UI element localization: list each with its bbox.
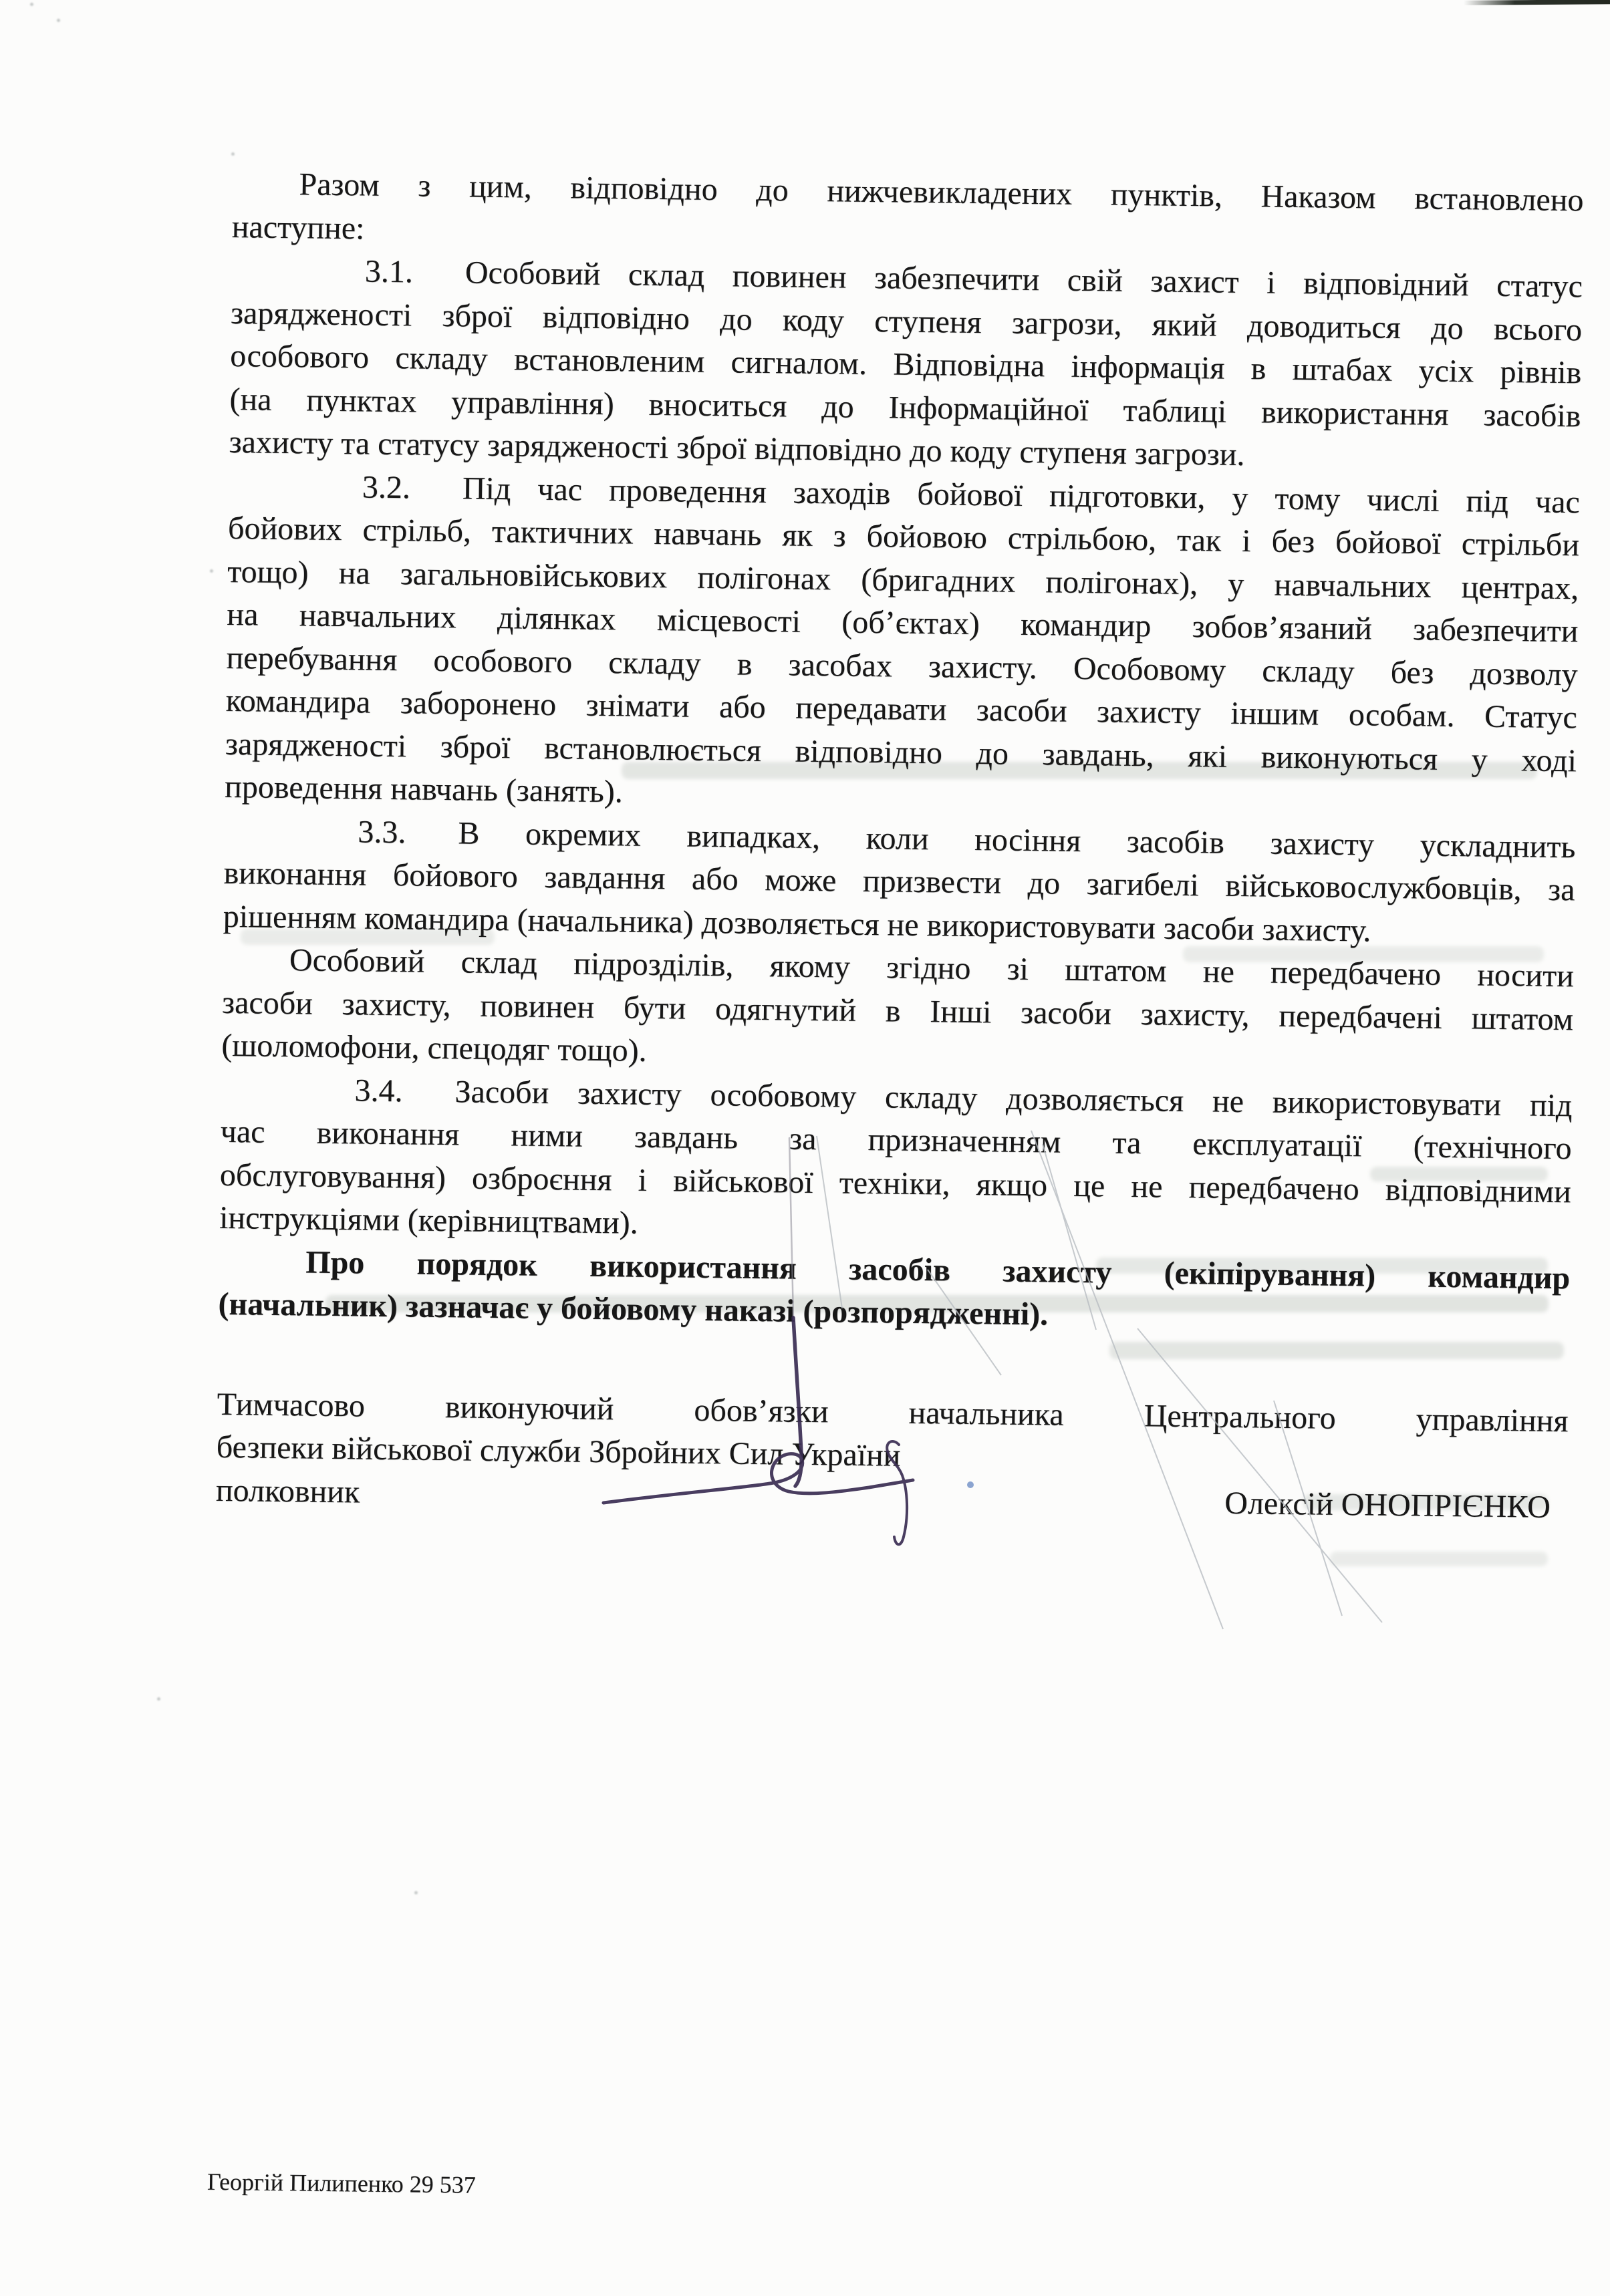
paragraph [231, 162, 1583, 265]
paragraph-number: 3.1. [364, 253, 414, 290]
signoff-name: Олексій ОНОПРІЄНКО [1224, 1485, 1551, 1525]
scan-speck [414, 1891, 418, 1894]
paragraph-line-text: командира заборонено знімати або передавати засоби захисту іншим особам. Статус [225, 682, 1578, 736]
paragraph-line-text: час виконання ними завдань за призначенням та експлуатації (технічного [220, 1113, 1572, 1167]
paragraph [219, 1067, 1573, 1256]
paragraph-line-text: особового складу встановленим сигналом. Відповідна інформація в штабах усіх рівнів [230, 337, 1582, 391]
signoff-rank: полковник [215, 1472, 360, 1510]
paragraph-line-text: Особовий склад повинен забезпечити свій захист і відповідний статус [464, 255, 1583, 305]
paragraph-line-text: В окремих випадках, коли носіння засобів захисту ускладнить [458, 815, 1576, 865]
bleedthrough-smudge [1330, 1552, 1548, 1566]
paragraph-line-text: перебування особового складу в засобах захисту. Особовому складу без дозволу [226, 639, 1578, 692]
paragraph [221, 938, 1574, 1085]
paragraph-line-text: Про порядок використання засобів захисту (екіпірування) командир [305, 1244, 1571, 1296]
paragraph-line-text: наступне: [231, 208, 365, 246]
paragraph [218, 1240, 1570, 1342]
scan-speck [57, 19, 60, 22]
paragraph-line-text: виконання бойового завдання або може призвести до загибелі військовослужбовців, за [223, 855, 1575, 908]
scan-speck [157, 1697, 160, 1701]
paragraph-line-text: тощо) на загальновійськових полігонах (бригадних полігонах), у навчальних центрах, [227, 553, 1579, 606]
paragraph-line-text: Під час проведення заходів бойової підготовки, у тому числі під час [462, 470, 1581, 520]
scan-speck [210, 569, 213, 573]
paragraph-line-text: засоби захисту, повинен бути одягнутий в Інші засоби захисту, передбачені штатом [221, 984, 1574, 1037]
paragraph-line-text: бойових стрільб, тактичних навчань як з бойовою стрільбою, так і без бойової стрільби [227, 510, 1580, 563]
paragraph-line-text: зарядженості зброї відповідно до коду ступеня загрози, який доводиться до всього [230, 295, 1583, 347]
paragraph-line-text: зарядженості зброї встановлюється відповідно до завдань, які виконуються у ході [225, 726, 1577, 778]
scan-speck [30, 3, 33, 6]
paragraph-line-text: проведення навчань (занять). [224, 768, 624, 810]
paragraph-number: 3.4. [354, 1072, 403, 1109]
signoff-title-line2: безпеки військової служби Збройних Сил України [216, 1429, 901, 1473]
paragraph [225, 464, 1580, 825]
paragraph [223, 809, 1575, 955]
signoff-block [216, 1383, 1569, 1529]
executor-footer: Георгій Пилипенко 29 537 [207, 2168, 476, 2198]
paragraph [229, 249, 1583, 481]
paragraph-line-text: Особовий склад підрозділів, якому згідно зі штатом не передбачено носити [289, 942, 1575, 994]
paragraph-line-text: захисту та статусу зарядженості зброї відповідно до коду ступеня загрози. [229, 424, 1245, 473]
paragraph-line-text: інструкціями (керівництвами). [219, 1199, 639, 1241]
paragraph-line-text: на навчальних ділянках місцевості (об’єктах) командир зобов’язаний забезпечити [227, 596, 1579, 650]
signoff-title-line1: Тимчасово виконуючий обов’язки начальника Центрального управління [217, 1386, 1569, 1439]
document-content [207, 162, 1584, 2198]
paragraph-line-text: (на пунктах управління) вноситься до Інформаційної таблиці використання засобів [229, 381, 1581, 434]
paragraph-number: 3.3. [358, 813, 406, 850]
paragraph-line-text: (шоломофони, спецодяг тощо). [221, 1027, 647, 1068]
paragraph-line-text: Разом з цим, відповідно до нижчевикладених пунктів, Наказом встановлено [299, 166, 1584, 219]
paragraph-line-text: Засоби захисту особовому складу дозволяється не використовувати під [454, 1073, 1573, 1123]
paragraph-number: 3.2. [362, 468, 411, 505]
paragraph-line-text: обслуговування) озброєння і військової техніки, якщо це не передбачено відповідними [219, 1157, 1572, 1209]
scan-speck [231, 152, 235, 156]
paragraph-line-text: рішенням командира (начальника) дозволяється не використовувати засоби захисту. [223, 898, 1371, 948]
scan-edge-artifact [1464, 0, 1610, 5]
paragraph-line-text: (начальник) зазначає у бойовому наказі (розпорядженні). [218, 1286, 1049, 1332]
body-paragraphs [218, 162, 1584, 1343]
